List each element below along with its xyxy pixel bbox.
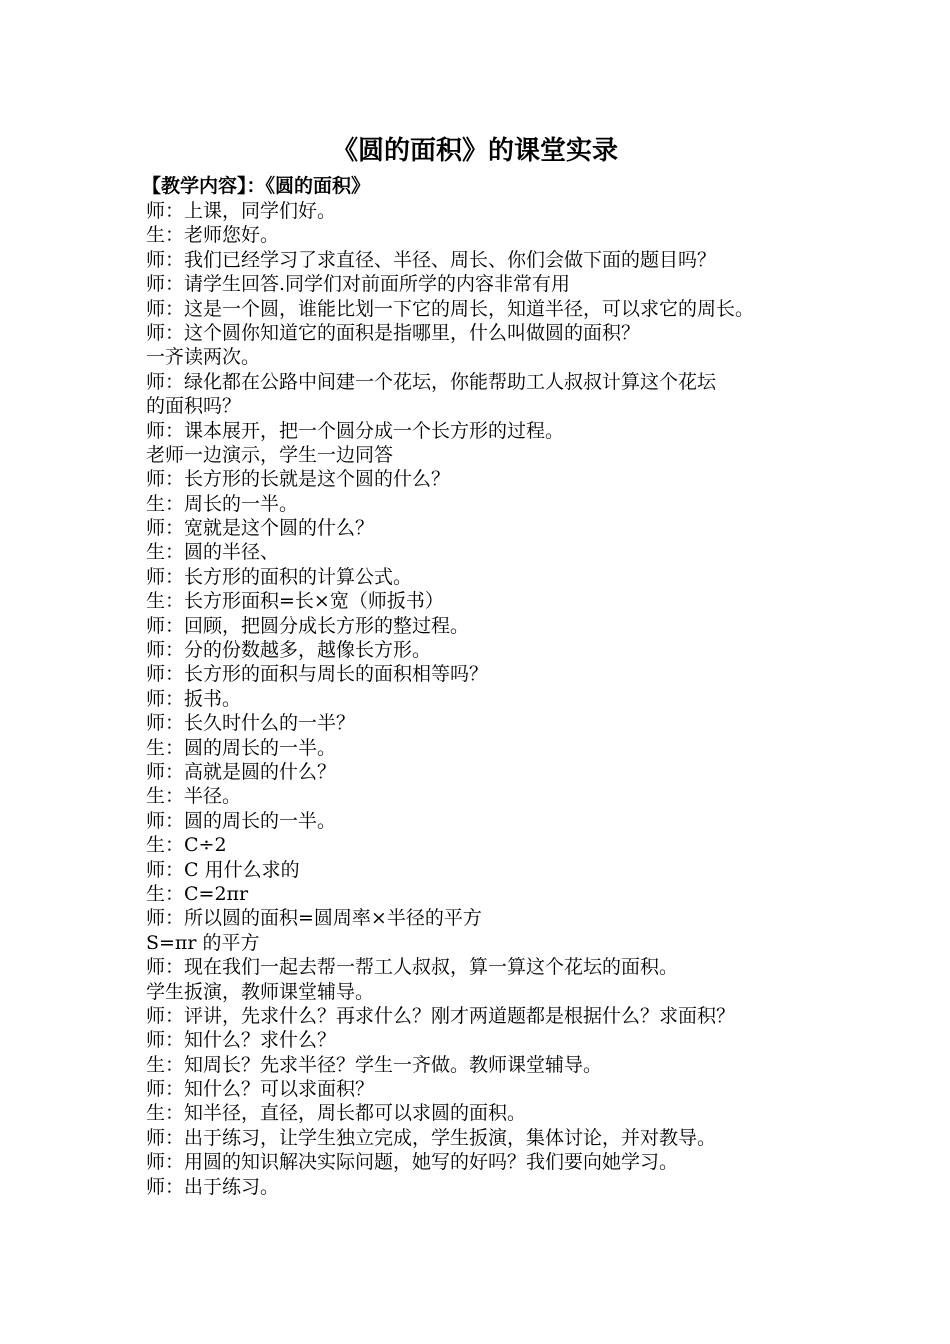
transcript-line: 的面积吗？: [146, 395, 242, 418]
transcript-line: 学生扳演，教师课堂辅导。: [146, 980, 375, 1003]
transcript-line: 师：知什么？可以求面积？: [146, 1078, 375, 1101]
transcript-line: 师：扳书。: [146, 687, 242, 710]
transcript-line: 师：出于练习。: [146, 1175, 280, 1198]
transcript-line: 生：圆的半径、: [146, 541, 280, 564]
transcript-line: 师：分的份数越多，越像长方形。: [146, 639, 432, 662]
transcript-line: 师：回顾，把圆分成长方形的整过程。: [146, 614, 470, 637]
transcript-line: 师：知什么？求什么？: [146, 1029, 337, 1052]
transcript-line: 生：老师您好。: [146, 224, 280, 247]
transcript-line: 师：出于练习，让学生独立完成，学生扳演，集体讨论，并对教导。: [146, 1126, 717, 1149]
transcript-line: 师：课本展开，把一个圆分成一个长方形的过程。: [146, 419, 565, 442]
transcript-line: 师：我们已经学习了求直径、半径、周长、你们会做下面的题目吗？: [146, 248, 717, 271]
transcript-line: 师：现在我们一起去帮一帮工人叔叔，算一算这个花坛的面积。: [146, 956, 679, 979]
transcript-line: 师：用圆的知识解决实际问题，她写的好吗？我们要向她学习。: [146, 1151, 679, 1174]
transcript-line: 生：C÷2: [146, 834, 227, 857]
transcript-line: 师：所以圆的面积=圆周率×半径的平方: [146, 907, 482, 930]
transcript-body: [146, 199, 846, 1199]
transcript-line: 生：长方形面积=长×宽（师扳书）: [146, 590, 444, 613]
transcript-line: 师：绿化都在公路中间建一个花坛，你能帮助工人叔叔计算这个花坛: [146, 370, 717, 393]
document-title: 《圆的面积》的课堂实录: [331, 136, 618, 166]
transcript-line: 师：这是一个圆，谁能比划一下它的周长，知道半径，可以求它的周长。: [146, 297, 755, 320]
transcript-line: 老师一边演示，学生一边同答: [146, 443, 394, 466]
transcript-line: 生：C=2πr: [146, 882, 249, 905]
transcript-line: 一齐读两次。: [146, 346, 261, 369]
transcript-line: 师：长久时什么的一半？: [146, 712, 356, 735]
transcript-line: 生：周长的一半。: [146, 492, 299, 515]
transcript-line: 生：圆的周长的一半。: [146, 736, 337, 759]
transcript-line: 师：圆的周长的一半。: [146, 809, 337, 832]
transcript-line: 师：宽就是这个圆的什么？: [146, 517, 375, 540]
transcript-line: 师：高就是圆的什么？: [146, 760, 337, 783]
transcript-line: 生：知半径，直径，周长都可以求圆的面积。: [146, 1102, 527, 1125]
transcript-line: 师：请学生回答.同学们对前面所学的内容非常有用: [146, 273, 571, 296]
transcript-line: 师：评讲，先求什么？再求什么？刚才两道题都是根据什么？求面积？: [146, 1004, 736, 1027]
transcript-line: 生：知周长？先求半径？学生一齐做。教师课堂辅导。: [146, 1053, 603, 1076]
transcript-line: 师：长方形的长就是这个圆的什么？: [146, 468, 451, 491]
transcript-line: 师：长方形的面积的计算公式。: [146, 565, 413, 588]
transcript-line: 师：长方形的面积与周长的面积相等吗？: [146, 663, 489, 686]
teaching-content-heading: 【教学内容】：《圆的面积》: [142, 175, 371, 197]
transcript-line: 师：C 用什么求的: [146, 858, 300, 881]
transcript-line: 师：上课，同学们好。: [146, 200, 337, 222]
transcript-line: 师：这个圆你知道它的面积是指哪里，什么叫做圆的面积？: [146, 321, 641, 344]
transcript-line: S=πr 的平方: [146, 931, 260, 954]
transcript-line: 生：半径。: [146, 785, 242, 808]
